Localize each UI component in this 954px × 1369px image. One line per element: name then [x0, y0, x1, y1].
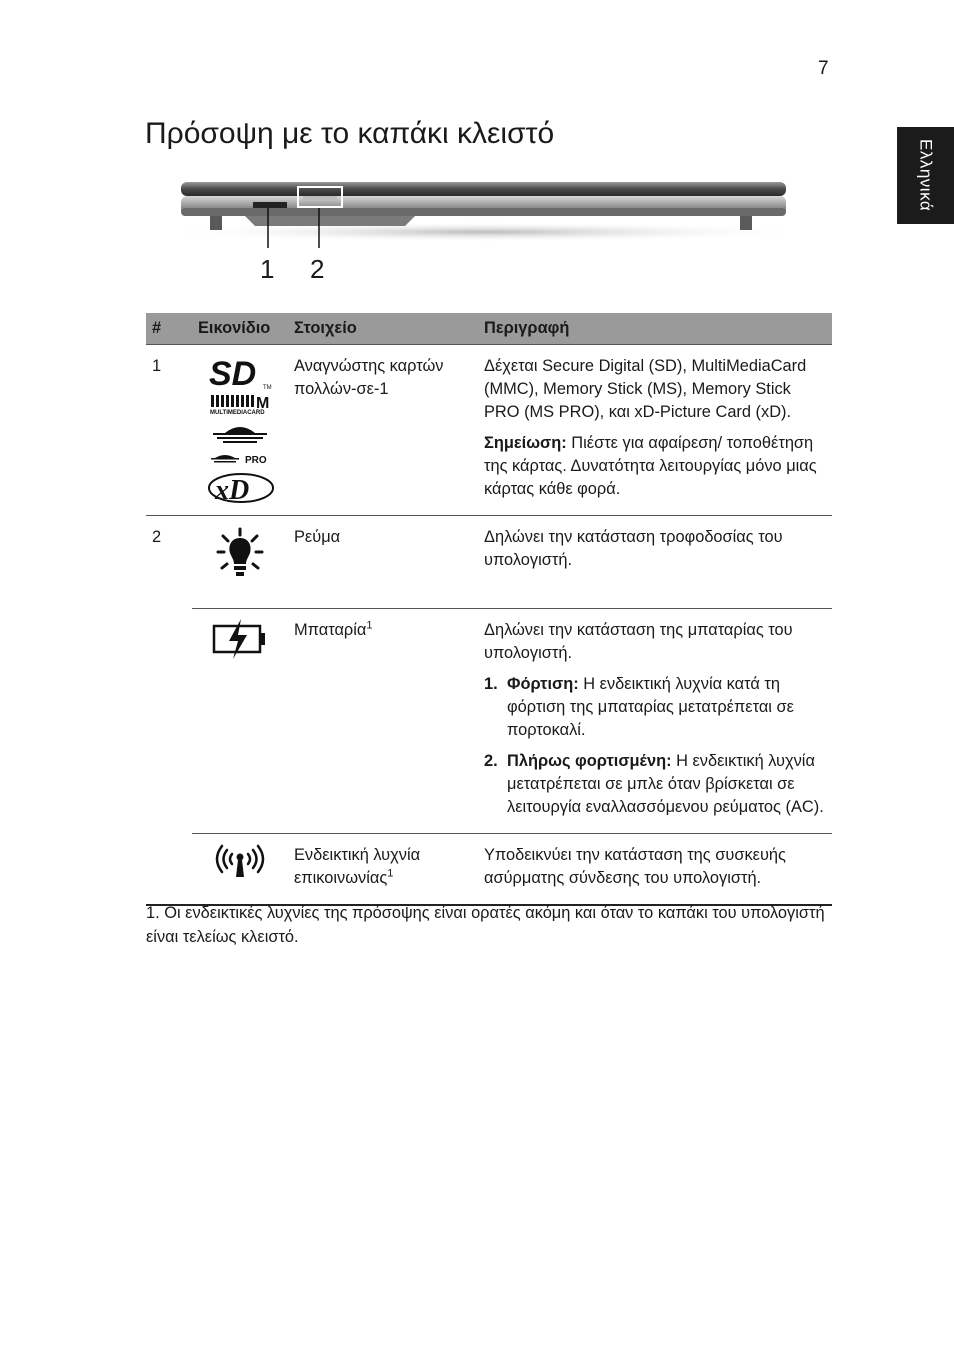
- header-description: Περιγραφή: [478, 313, 832, 345]
- laptop-front-illustration: [155, 178, 815, 248]
- row-icon: [192, 516, 288, 609]
- list-item: [484, 750, 826, 819]
- svg-text:PRO: PRO: [245, 455, 267, 466]
- language-tab: [897, 127, 954, 224]
- components-table: [146, 313, 832, 906]
- row-number: 1: [152, 357, 162, 375]
- page-number: 7: [818, 58, 829, 79]
- row-description: [478, 516, 832, 609]
- row-item: [288, 609, 478, 834]
- table-row: [146, 516, 832, 609]
- multimediacard-icon: [207, 395, 273, 415]
- callout-1: 1: [260, 254, 275, 284]
- power-bulb-icon: [213, 526, 267, 580]
- wireless-icon: [215, 844, 265, 878]
- row-item: Ρεύμα: [288, 516, 478, 609]
- status-list: [484, 673, 826, 819]
- header-icon: Εικονίδιο: [192, 313, 288, 345]
- row-item: [288, 834, 478, 906]
- row-description: [478, 834, 832, 906]
- list-number: 2.: [484, 752, 498, 770]
- row-item-label: Ενδεικτική λυχνία επικοινωνίας: [294, 846, 421, 887]
- description-text: Δέχεται Secure Digital (SD), MultiMediaCard (MMC), Memory Stick (MS), Memory Stick PRO (MS PRO), και xD-Picture Card (xD).: [484, 357, 807, 421]
- svg-text:SD: SD: [209, 355, 257, 391]
- page-title: Πρόσοψη με το καπάκι κλειστό: [145, 117, 555, 150]
- row-number: [146, 834, 192, 906]
- footnote-ref: 1: [387, 867, 394, 880]
- row-number: 2: [146, 516, 192, 609]
- sd-card-icon: [207, 355, 273, 391]
- row-item: Αναγνώστης καρτών πολλών-σε-1: [294, 357, 444, 398]
- note-text: Πιέστε για αφαίρεση/ τοποθέτηση της κάρτας. Δυνατότητα λειτουργίας μόνο μιας κάρτας κάθε φορά.: [484, 434, 817, 498]
- list-label: Πλήρως φορτισμένη:: [507, 752, 672, 770]
- svg-text:xD: xD: [215, 475, 250, 505]
- language-tab-label: Ελληνικά: [916, 139, 936, 212]
- row-icons: [192, 345, 288, 516]
- row-icon: [192, 834, 288, 906]
- list-label: Φόρτιση:: [507, 675, 579, 693]
- list-number: 1.: [484, 675, 498, 693]
- svg-text:M: M: [256, 395, 270, 412]
- table-header-row: [146, 313, 832, 345]
- list-text: Η ενδεικτική λυχνία κατά τη φόρτιση της μπαταρίας μετατρέπεται σε πορτοκαλί.: [507, 675, 794, 739]
- row-description: [478, 345, 832, 516]
- header-number: #: [146, 313, 192, 345]
- description-text: Δηλώνει την κατάσταση τροφοδοσίας του υπολογιστή.: [484, 528, 783, 569]
- footnote: 1. Οι ενδεικτικές λυχνίες της πρόσοψης είναι ορατές ακόμη και όταν το καπάκι του υπολογιστή είναι τελείως κλειστό.: [146, 904, 825, 946]
- footnote-ref: 1: [366, 619, 373, 632]
- header-item: Στοιχείο: [288, 313, 478, 345]
- description-text: Υποδεικνύει την κατάσταση της συσκευής ασύρματης σύνδεσης του υπολογιστή.: [484, 846, 786, 887]
- battery-charge-icon: [210, 619, 270, 659]
- note-label: Σημείωση:: [484, 434, 567, 452]
- memory-stick-pro-icon: [207, 451, 273, 467]
- row-item-label: Μπαταρία: [294, 621, 367, 639]
- list-item: [484, 673, 826, 742]
- note-paragraph: [484, 432, 826, 501]
- description-text: Δηλώνει την κατάσταση της μπαταρίας του υπολογιστή.: [484, 621, 793, 662]
- svg-text:TM: TM: [263, 385, 272, 391]
- list-text: Η ενδεικτική λυχνία μετατρέπεται σε μπλε όταν βρίσκεται σε λειτουργία εναλλασσόμενου ρεύματος (AC).: [507, 752, 824, 816]
- callout-2: 2: [310, 254, 325, 284]
- row-description: [478, 609, 832, 834]
- table-row: [146, 609, 832, 834]
- table-row: [146, 345, 832, 516]
- xd-card-icon: [205, 471, 275, 505]
- svg-text:MULTIMEDIACARD: MULTIMEDIACARD: [210, 410, 265, 415]
- memory-stick-icon: [207, 419, 273, 447]
- table-row: [146, 834, 832, 906]
- row-number: [146, 609, 192, 834]
- row-icon: [192, 609, 288, 834]
